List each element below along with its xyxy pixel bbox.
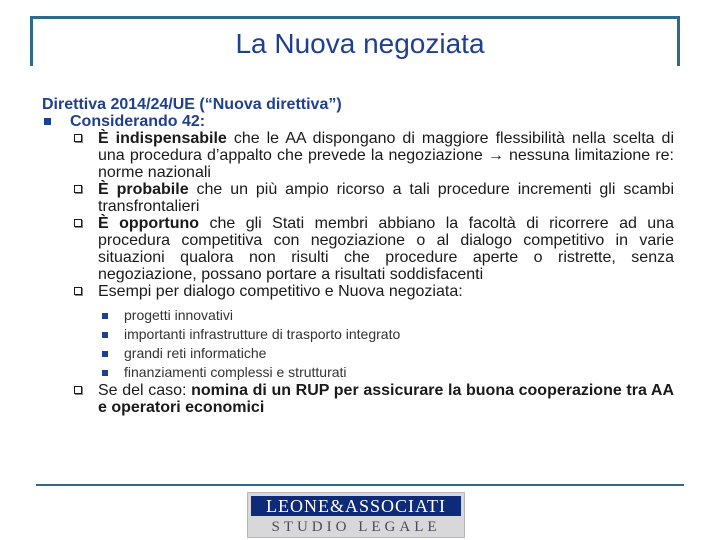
intro-line: Direttiva 2014/24/UE (“Nuova direttiva”) [42, 96, 342, 113]
checkbox-bullet-icon [74, 219, 82, 227]
item-text: che gli Stati membri abbiano la facoltà di ricorrere ad una procedura competitiva con negoziazione o al dialogo competitivo in varie situazioni qualora non risulti che procedure aperte o ristrette, senza negoziazione, possano portare a risultati soddisfacenti [98, 215, 674, 283]
item-text: che le AA dispongano di maggiore flessibilità nella scelta di una procedura d’appalto che prevede la negoziazione → nessuna limitazione re: norme nazionali [98, 130, 675, 181]
list-item [42, 283, 674, 300]
final-prefix: Se del caso: [98, 382, 192, 399]
square-bullet-icon [102, 370, 108, 376]
square-bullet-icon [102, 313, 108, 319]
footer-divider [36, 484, 684, 486]
checkbox-bullet-icon [74, 185, 82, 193]
example-text: grandi reti informatiche [124, 345, 267, 361]
square-bullet-icon [102, 351, 108, 357]
list-item [42, 215, 674, 283]
considerando-item [42, 113, 674, 130]
list-item [42, 130, 674, 181]
company-logo [247, 492, 465, 538]
slide-title: La Nuova negoziata [235, 28, 485, 59]
example-item [42, 363, 674, 382]
square-bullet-icon [44, 118, 51, 125]
title-frame-top [30, 16, 680, 19]
example-item [42, 344, 674, 363]
considerando-label: Considerando 42: [70, 113, 206, 130]
final-bold: nomina di un RUP per assicurare la buona cooperazione tra AA e operatori economici [98, 382, 675, 416]
item-text: che un più ampio ricorso a tali procedure incrementi gli scambi transfrontalieri [98, 181, 674, 215]
examples-heading: Esempi per dialogo competitivo e Nuova negoziata: [98, 283, 463, 300]
slide-content [42, 96, 674, 416]
example-text: finanziamenti complessi e strutturati [124, 364, 347, 380]
example-item [42, 325, 674, 344]
example-text: importanti infrastrutture di trasporto integrato [124, 326, 401, 342]
checkbox-bullet-icon [74, 386, 82, 394]
list-item [42, 382, 674, 416]
example-item [42, 306, 674, 325]
item-lead: È probabile [98, 181, 189, 198]
item-lead: È indispensabile [98, 130, 227, 147]
example-text: progetti innovativi [124, 307, 233, 323]
item-lead: È opportuno [98, 215, 200, 232]
checkbox-bullet-icon [74, 134, 82, 142]
logo-subtitle: STUDIO LEGALE [271, 519, 441, 535]
square-bullet-icon [102, 332, 108, 338]
list-item [42, 181, 674, 215]
checkbox-bullet-icon [74, 287, 82, 295]
logo-name: LEONE&ASSOCIATI [251, 496, 461, 516]
